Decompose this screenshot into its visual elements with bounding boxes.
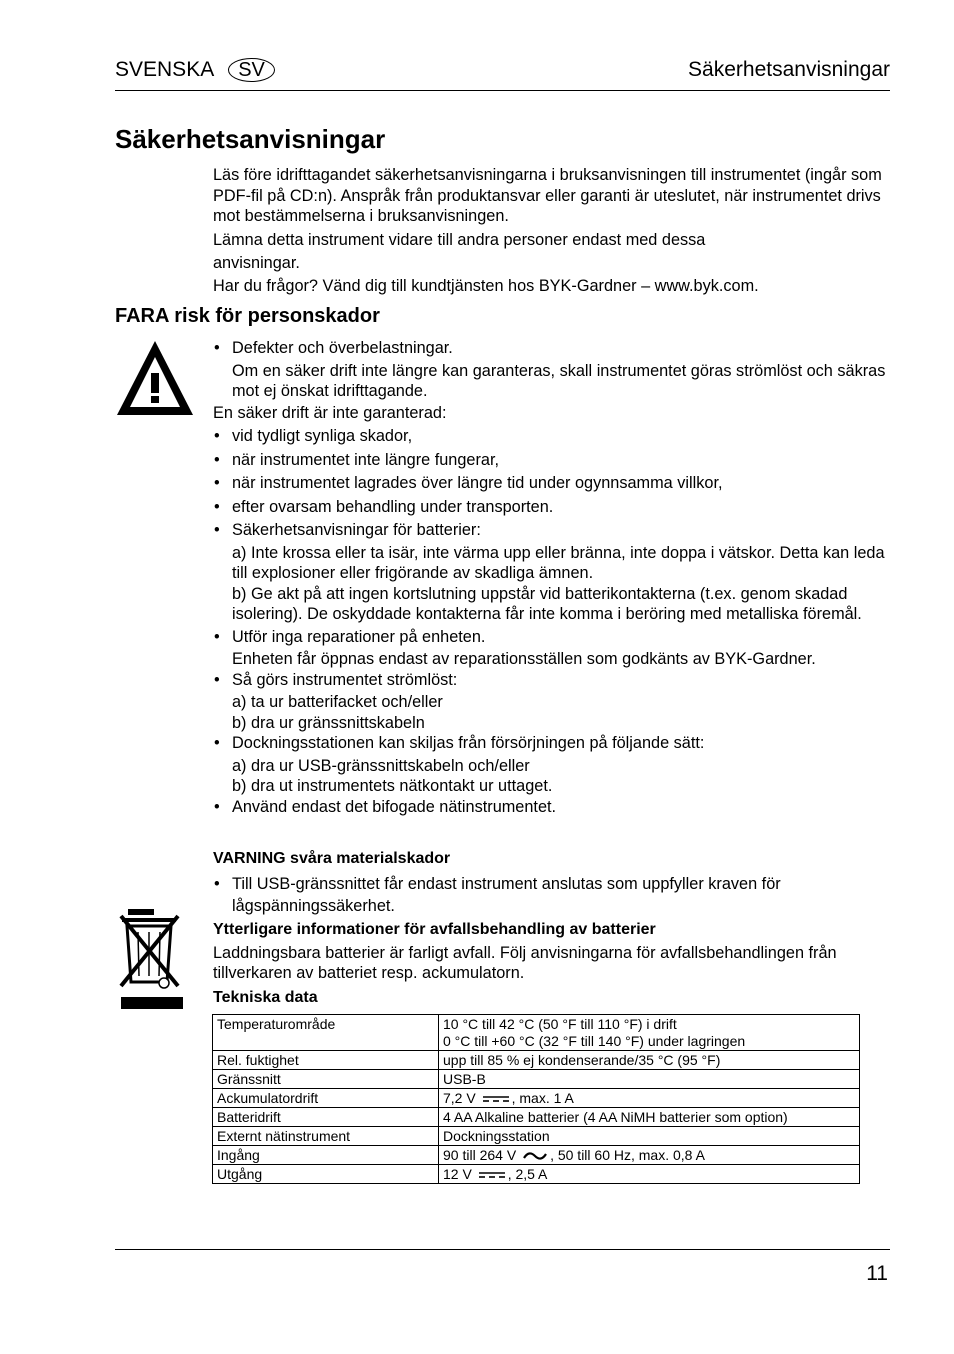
header-language bbox=[115, 58, 275, 82]
list-item: • Dockningsstationen kan skiljas från försörjningen på följande sätt: bbox=[213, 733, 893, 754]
list-item-text: b) dra ur gränssnittskabeln bbox=[232, 713, 425, 732]
footer-rule bbox=[115, 1249, 890, 1250]
value-line: 0 °C till +60 °C (32 °F till 140 °F) under lagringen bbox=[443, 1033, 746, 1049]
dc-symbol-icon bbox=[482, 1095, 510, 1103]
statement: En säker drift är inte garanterad: bbox=[213, 403, 447, 422]
danger-body bbox=[213, 338, 893, 817]
disposal-heading: Ytterligare informationer för avfallsbehandling av batterier bbox=[213, 921, 656, 938]
table-row bbox=[213, 1127, 860, 1146]
list-item: • när instrumentet lagrades över längre tid under ogynnsamma villkor, bbox=[213, 473, 893, 494]
list-item: • när instrumentet inte längre fungerar, bbox=[213, 450, 893, 471]
list-item-text: b) dra ut instrumentets nätkontakt ur uttaget. bbox=[232, 777, 553, 795]
table-cell-label: Ackumulatordrift bbox=[213, 1089, 439, 1108]
page-number: 11 bbox=[866, 1262, 888, 1285]
value-text: , 2,5 A bbox=[507, 1166, 548, 1182]
list-item-text: Enheten får öppnas endast av reparationsställen som godkänts av BYK-Gardner. bbox=[232, 650, 816, 668]
list-item: • Defekter och överbelastningar. bbox=[213, 338, 893, 359]
list-item-text: a) dra ur USB-gränssnittskabeln och/eller bbox=[232, 756, 530, 775]
table-cell-label: Gränssnitt bbox=[213, 1070, 439, 1089]
header-section-title: Säkerhetsanvisningar bbox=[688, 58, 890, 81]
list-item: • efter ovarsam behandling under transporten. bbox=[213, 497, 893, 518]
intro-paragraph: Har du frågor? Vänd dig till kundtjänsten hos BYK-Gardner – www.byk.com. bbox=[213, 276, 759, 295]
list-item-text: Om en säker drift inte längre kan garanteras, skall instrumentet göras strömlöst och säkras mot ej önskat idrifttagande. bbox=[232, 361, 886, 400]
warning-triangle-icon bbox=[114, 338, 196, 418]
table-cell-value: Dockningsstation bbox=[439, 1127, 860, 1146]
tech-heading-wrap bbox=[213, 988, 893, 1009]
table-cell-label: Externt nätinstrument bbox=[213, 1127, 439, 1146]
list-item: • Utför inga reparationer på enheten. bbox=[213, 627, 893, 648]
crossed-bin-icon bbox=[118, 906, 186, 1012]
value-text: 7,2 V bbox=[443, 1090, 476, 1106]
dc-symbol-icon bbox=[478, 1171, 506, 1179]
intro-paragraph: Läs före idrifttagandet säkerhetsanvisningarna i bruksanvisningen till instrumentet (ingår som PDF-fil på CD:n). Anspråk från produktansvar eller garanti är uteslutet, när instrumentet drivs mot bestämmelserna i bruksanvisningen. bbox=[213, 166, 882, 225]
intro-paragraph: anvisningar. bbox=[213, 254, 300, 272]
disposal-text: Laddningsbara batterier är farligt avfall. Följ anvisningarna för avfallsbehandlingen från tillverkaren av batteriet resp. ackumulatorn. bbox=[213, 943, 837, 982]
value-text: 90 till 264 V bbox=[443, 1147, 517, 1163]
table-row bbox=[213, 1015, 860, 1051]
page-title: Säkerhetsanvisningar bbox=[115, 124, 386, 154]
table-row bbox=[213, 1165, 860, 1184]
table-row bbox=[213, 1146, 860, 1165]
table-row bbox=[213, 1070, 860, 1089]
table-cell-value bbox=[439, 1089, 860, 1108]
warning-heading: VARNING svåra materialskador bbox=[213, 850, 451, 867]
table-cell-value bbox=[439, 1165, 860, 1184]
table-row bbox=[213, 1108, 860, 1127]
table-cell-value bbox=[439, 1146, 860, 1165]
table-cell-value bbox=[439, 1015, 860, 1051]
table-cell-value: USB-B bbox=[439, 1070, 860, 1089]
language-code-badge: SV bbox=[228, 58, 275, 82]
header-rule bbox=[115, 90, 890, 91]
table-cell-label: Batteridrift bbox=[213, 1108, 439, 1127]
table-cell-label: Rel. fuktighet bbox=[213, 1051, 439, 1070]
list-item-text: a) Inte krossa eller ta isär, inte värma upp eller bränna, inte doppa i vätskor. Detta kan leda till explosioner eller frigörande av skadliga ämnen. bbox=[232, 543, 885, 582]
language-label: SVENSKA bbox=[115, 58, 215, 81]
table-row bbox=[213, 1051, 860, 1070]
disposal-block bbox=[213, 920, 893, 984]
list-item: • vid tydligt synliga skador, bbox=[213, 426, 893, 447]
list-item: • Säkerhetsanvisningar för batterier: bbox=[213, 520, 893, 541]
list-item: • Använd endast det bifogade nätinstrumentet. bbox=[213, 797, 893, 818]
table-cell-value: upp till 85 % ej kondenserande/35 °C (95 °F) bbox=[439, 1051, 860, 1070]
list-item: • Till USB-gränssnittet får endast instrument anslutas som uppfyller kraven för lågspänningssäkerhet. bbox=[213, 873, 893, 917]
ac-symbol-icon bbox=[522, 1149, 548, 1163]
table-cell-label: Ingång bbox=[213, 1146, 439, 1165]
table-cell-value: 4 AA Alkaline batterier (4 AA NiMH batterier som option) bbox=[439, 1108, 860, 1127]
value-text: 12 V bbox=[443, 1166, 472, 1182]
table-cell-label: Temperaturområde bbox=[213, 1015, 439, 1051]
list-item-text: b) Ge akt på att ingen kortslutning uppstår vid batterikontakterna (t.ex. genom skadad isolering). De oskyddade kontakterna får inte komma i beröring med metalliska föremål. bbox=[232, 584, 862, 623]
intro-block bbox=[213, 165, 893, 296]
tech-heading: Tekniska data bbox=[213, 989, 318, 1006]
list-item: • Så görs instrumentet strömlöst: bbox=[213, 670, 893, 691]
value-text: , 50 till 60 Hz, max. 0,8 A bbox=[550, 1147, 705, 1163]
value-line: 10 °C till 42 °C (50 °F till 110 °F) i drift bbox=[443, 1016, 677, 1032]
value-text: , max. 1 A bbox=[511, 1090, 574, 1106]
warning-block bbox=[213, 849, 893, 917]
table-row bbox=[213, 1089, 860, 1108]
intro-paragraph: Lämna detta instrument vidare till andra personer endast med dessa bbox=[213, 230, 706, 249]
tech-table bbox=[212, 1014, 860, 1184]
danger-heading: FARA risk för personskador bbox=[115, 305, 380, 327]
list-item-text: a) ta ur batterifacket och/eller bbox=[232, 693, 443, 711]
table-cell-label: Utgång bbox=[213, 1165, 439, 1184]
